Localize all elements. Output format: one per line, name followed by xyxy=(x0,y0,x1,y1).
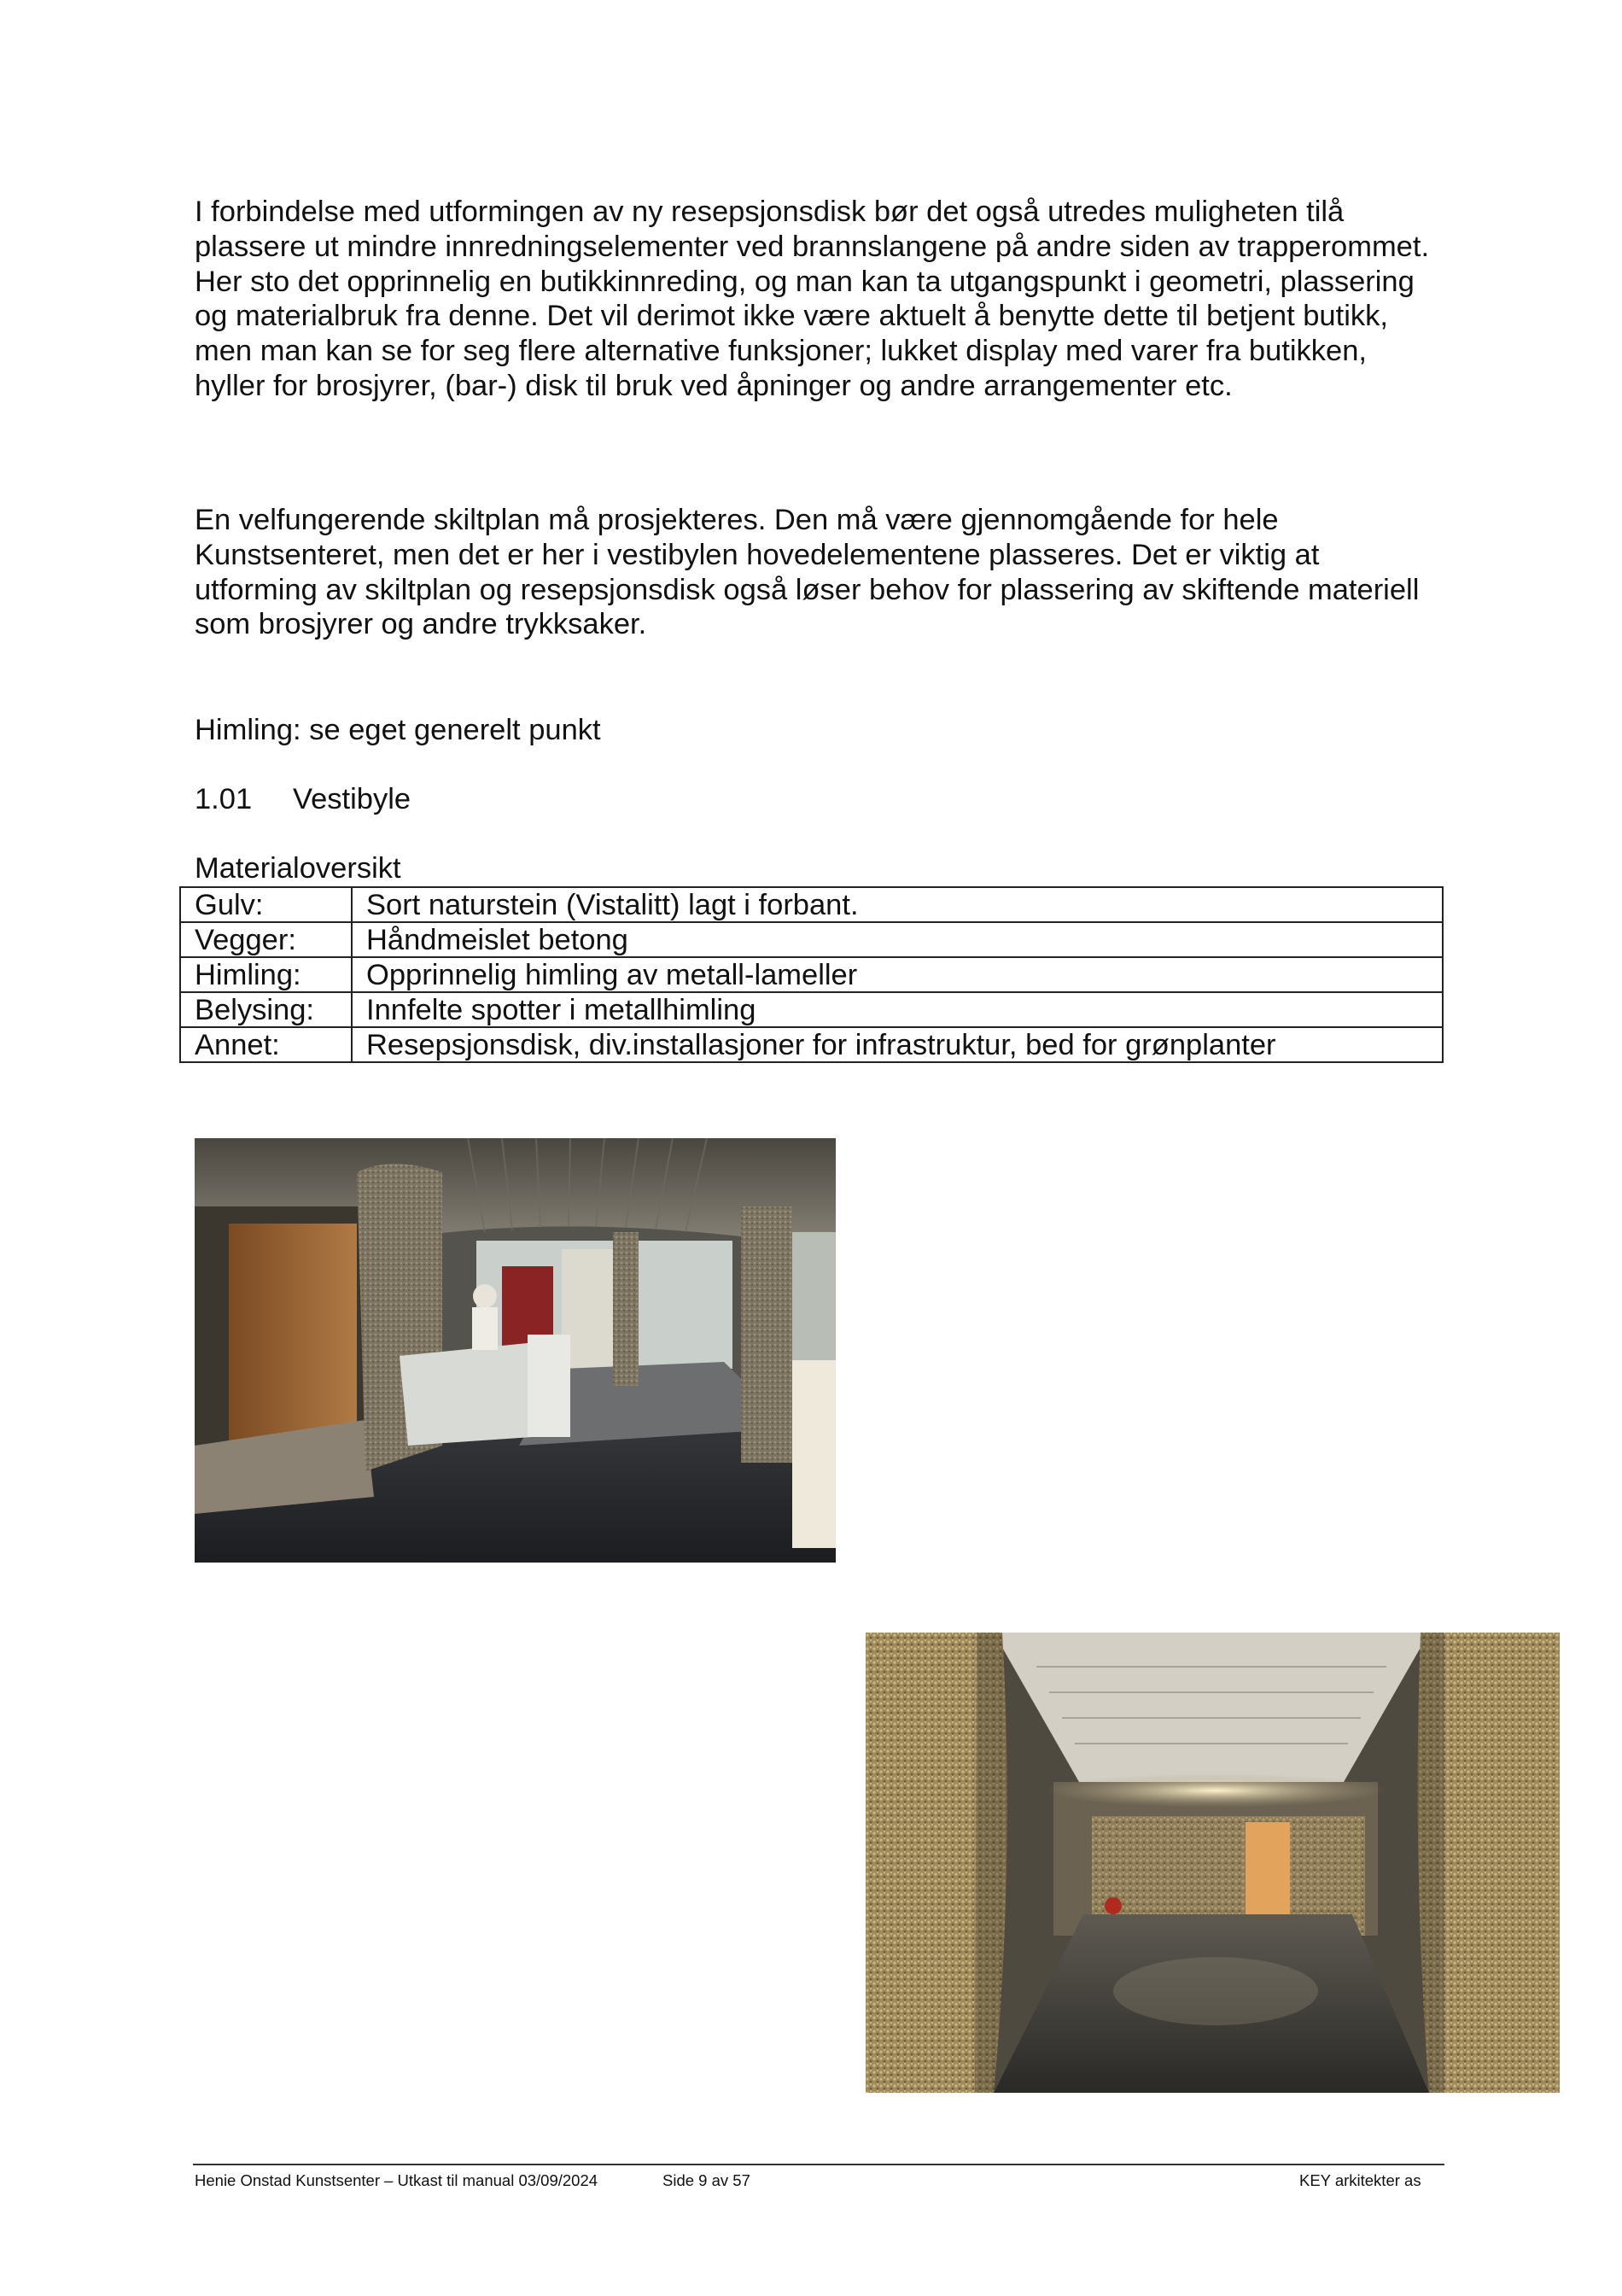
materials-title: Materialoversikt xyxy=(195,852,401,885)
material-label: Gulv: xyxy=(180,887,352,922)
footer-company: KEY arkitekter as xyxy=(1299,2171,1421,2189)
table-row xyxy=(180,922,1443,957)
section-heading xyxy=(195,782,411,816)
material-label: Vegger: xyxy=(180,922,352,957)
materials-table xyxy=(179,886,1444,1063)
section-number: 1.01 xyxy=(195,783,253,815)
section-title: Vestibyle xyxy=(293,783,411,815)
footer-divider xyxy=(193,2164,1444,2165)
material-value: Håndmeislet betong xyxy=(352,922,1443,957)
table-row xyxy=(180,992,1443,1027)
material-label: Annet: xyxy=(180,1027,352,1062)
material-value: Opprinnelig himling av metall-lameller xyxy=(352,957,1443,992)
body-paragraph-3: Himling: se eget generelt punkt xyxy=(195,714,601,746)
material-value: Sort naturstein (Vistalitt) lagt i forbant. xyxy=(352,887,1443,922)
table-row xyxy=(180,887,1443,922)
material-value: Innfelte spotter i metallhimling xyxy=(352,992,1443,1027)
body-paragraph-2: En velfungerende skiltplan må prosjekteres. Den må være gjennomgående for hele Kunstsenteret, men det er her i vestibylen hovedelementene plasseres. Det er viktig at utforming av skiltplan og resepsjonsdisk også løser behov for plassering av skiftende materiell som brosjyrer og andre trykksaker. xyxy=(195,504,1420,641)
lobby-reception-photo xyxy=(195,1138,836,1563)
body-paragraph-1: I forbindelse med utformingen av ny resepsjonsdisk bør det også utredes muligheten tilå plassere ut mindre innredningselementer ved brannslangene på andre siden av trapperommet. Her sto det opprinnelig en butikkinnreding, og man kan ta utgangspunkt i geometri, plassering og materialbruk fra denne. Det vil derimot ikke være aktuelt å benytte dette til betjent butikk, men man kan se for seg flere alternative funksjoner; lukket display med varer fra butikken, hyller for brosjyrer, (bar-) disk til bruk ved åpninger og andre arrangementer etc. xyxy=(195,196,1430,402)
footer-document-title: Henie Onstad Kunstsenter – Utkast til manual 03/09/2024 xyxy=(195,2171,598,2189)
footer-page-number: Side 9 av 57 xyxy=(662,2171,750,2189)
material-value: Resepsjonsdisk, div.installasjoner for infrastruktur, bed for grønplanter xyxy=(352,1027,1443,1062)
table-row xyxy=(180,1027,1443,1062)
table-row xyxy=(180,957,1443,992)
material-label: Belysing: xyxy=(180,992,352,1027)
corridor-photo xyxy=(866,1633,1560,2093)
material-label: Himling: xyxy=(180,957,352,992)
